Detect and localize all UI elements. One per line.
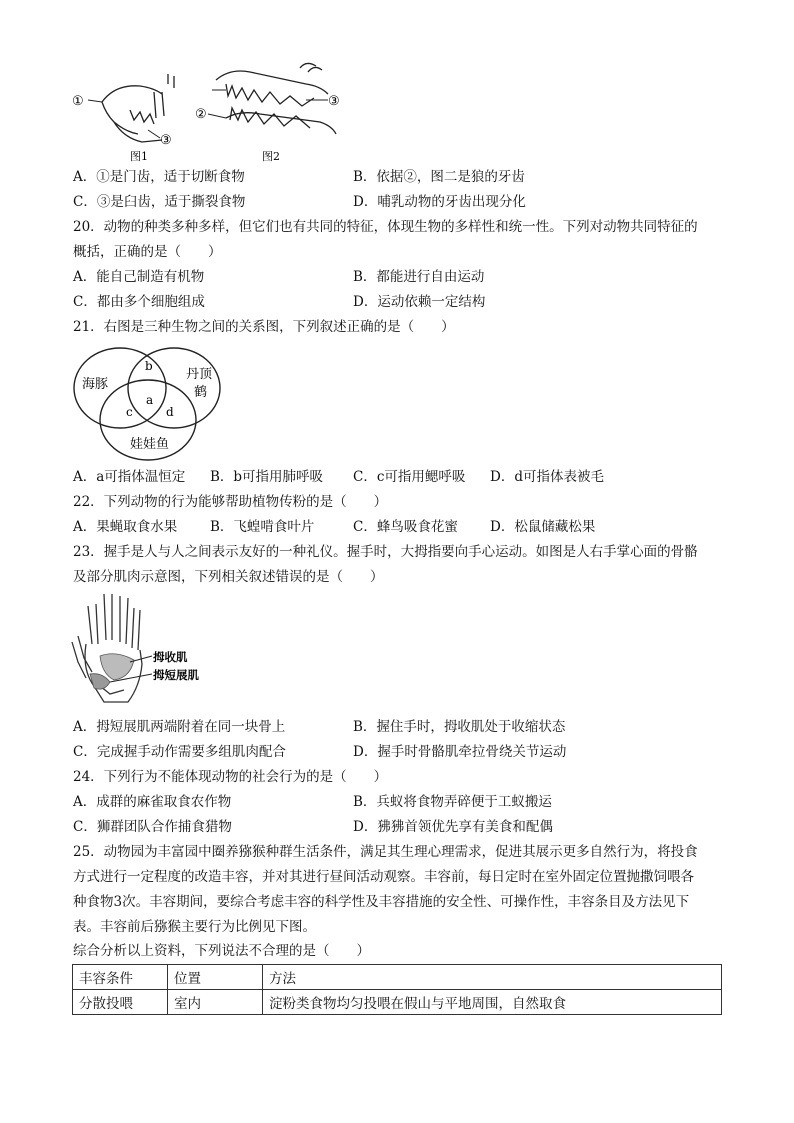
venn-region-b: b (145, 359, 153, 373)
hand-label-abductor: 拇短展肌 (153, 668, 199, 682)
hand-figure (70, 590, 210, 712)
table-header-cell: 位置 (168, 965, 263, 990)
table-cell: 淀粉类食物均匀投喂在假山与平地周围，自然取食 (263, 990, 722, 1015)
enrichment-table (72, 964, 722, 1015)
label-1: ① (72, 94, 84, 109)
q21-option-c[interactable]: C．c可指用鳃呼吸 (353, 469, 466, 485)
q25-line5: 综合分析以上资料，下列说法不合理的是（ ） (73, 943, 370, 959)
venn-bottom-label: 娃娃鱼 (130, 437, 170, 452)
table-cell: 室内 (168, 990, 263, 1015)
q21-option-b[interactable]: B．b可指用肺呼吸 (210, 469, 324, 485)
q25-line2: 方式进行一定程度的改造丰容，并对其进行昼间活动观察。丰容前，每日定时在室外固定位置抛撒饲喂各 (73, 869, 694, 885)
q25-line4: 表。丰容前后猕猴主要行为比例见下图。 (73, 919, 316, 935)
q22-option-d[interactable]: D．松鼠储藏松果 (490, 519, 596, 535)
venn-right-label-2: 鹤 (194, 385, 208, 400)
table-header-cell: 方法 (263, 965, 722, 990)
venn-region-d: d (166, 405, 174, 419)
venn-left-label: 海豚 (82, 377, 109, 392)
q22-option-a[interactable]: A．果蝇取食水果 (73, 519, 178, 535)
q23-option-b[interactable]: B．握住手时，拇收肌处于收缩状态 (353, 719, 566, 735)
q19-option-c[interactable]: C．③是臼齿，适于撕裂食物 (73, 194, 246, 210)
table-row (73, 990, 722, 1015)
q21-option-d[interactable]: D．d可指体表被毛 (490, 469, 604, 485)
q20-option-c[interactable]: C．都由多个细胞组成 (73, 294, 205, 310)
hand-label-adductor: 拇收肌 (153, 650, 188, 664)
label-3b: ③ (328, 94, 340, 109)
table-header-row (73, 965, 722, 990)
venn-diagram (70, 344, 230, 462)
q23-stem-line1: 23．握手是人与人之间表示友好的一种礼仪。握手时，大拇指要向手心运动。如图是人右手掌心面的骨骼 (73, 544, 698, 560)
q20-stem-line2: 概括，正确的是（ ） (73, 244, 222, 260)
label-3a: ③ (160, 133, 172, 148)
label-2: ② (195, 107, 207, 122)
teeth-diagram (70, 62, 350, 164)
caption-fig1: 图1 (130, 150, 148, 163)
q22-stem: 22．下列动物的行为能够帮助植物传粉的是（ ） (73, 494, 388, 510)
q24-option-c[interactable]: C．狮群团队合作捕食猎物 (73, 819, 232, 835)
q21-option-a[interactable]: A．a可指体温恒定 (73, 469, 186, 485)
q24-option-d[interactable]: D．狒狒首领优先享有美食和配偶 (353, 819, 553, 835)
q19-option-b[interactable]: B．依据②，图二是狼的牙齿 (353, 169, 525, 185)
q23-stem-line2: 及部分肌肉示意图，下列相关叙述错误的是（ ） (73, 569, 384, 585)
q24-stem: 24．下列行为不能体现动物的社会行为的是（ ） (73, 769, 388, 785)
table-cell: 分散投喂 (73, 990, 168, 1015)
q23-option-c[interactable]: C．完成握手动作需要多组肌肉配合 (73, 744, 286, 760)
venn-right-label-1: 丹顶 (186, 367, 213, 382)
q20-stem-line1: 20．动物的种类多种多样，但它们也有共同的特征，体现生物的多样性和统一性。下列对动物共同特征的 (73, 219, 698, 235)
teeth-figure (70, 62, 350, 164)
q24-option-b[interactable]: B．兵蚁将食物弄碎便于工蚁搬运 (353, 794, 552, 810)
q20-option-b[interactable]: B．都能进行自由运动 (353, 269, 485, 285)
q22-option-b[interactable]: B．飞蝗啃食叶片 (210, 519, 315, 535)
q23-option-d[interactable]: D．握手时骨骼肌牵拉骨绕关节运动 (353, 744, 567, 760)
q20-option-d[interactable]: D．运动依赖一定结构 (353, 294, 486, 310)
q22-option-c[interactable]: C．蜂鸟吸食花蜜 (353, 519, 458, 535)
q25-line3: 种食物3次。丰容期间，要综合考虑丰容的科学性及丰容措施的安全性、可操作性，丰容条目及方法见下 (73, 894, 690, 910)
caption-fig2: 图2 (262, 150, 280, 163)
q20-option-a[interactable]: A．能自己制造有机物 (73, 269, 205, 285)
q21-stem: 21．右图是三种生物之间的关系图，下列叙述正确的是（ ） (73, 319, 455, 335)
venn-region-a: a (146, 393, 154, 407)
q24-option-a[interactable]: A．成群的麻雀取食农作物 (73, 794, 232, 810)
venn-region-c: c (126, 405, 133, 419)
q19-option-a[interactable]: A．①是门齿，适于切断食物 (73, 169, 245, 185)
q23-option-a[interactable]: A．拇短展肌两端附着在同一块骨上 (73, 719, 286, 735)
table-header-cell: 丰容条件 (73, 965, 168, 990)
q19-option-d[interactable]: D．哺乳动物的牙齿出现分化 (353, 194, 526, 210)
q25-line1: 25．动物园为丰富园中圈养猕猴种群生活条件，满足其生理心理需求，促进其展示更多自然行为，将投食 (73, 844, 698, 860)
